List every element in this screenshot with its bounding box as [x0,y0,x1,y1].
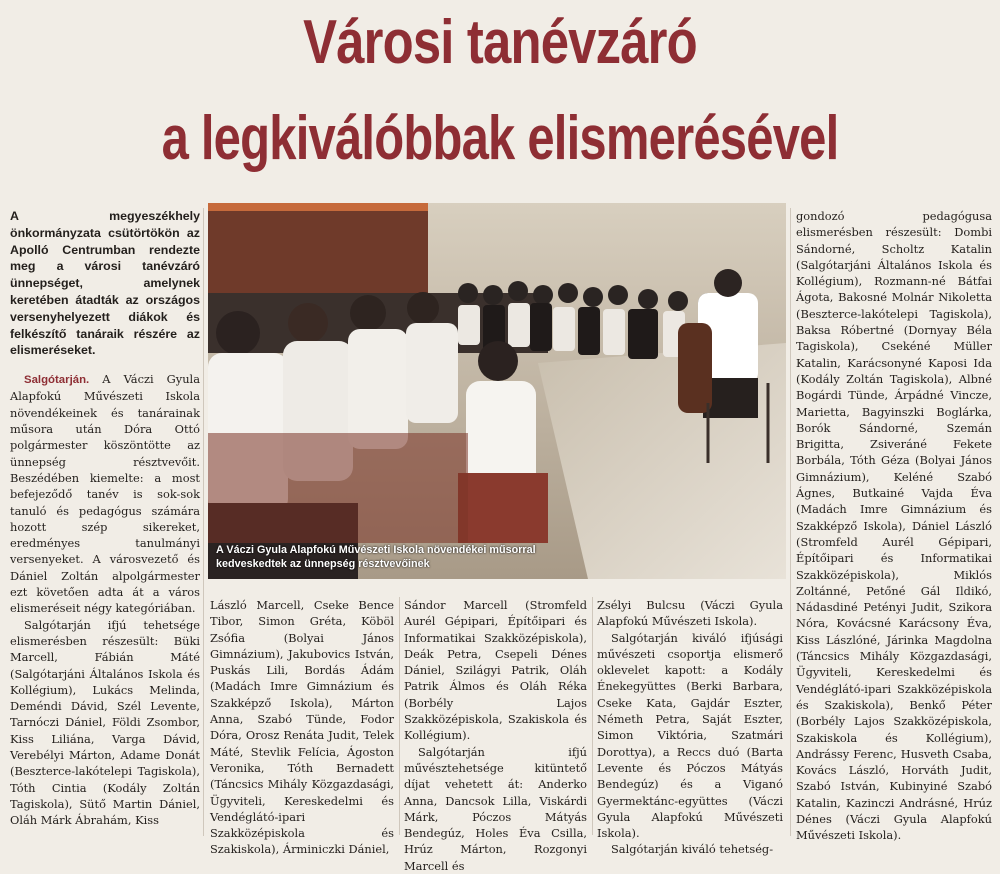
article-column-1 [10,208,200,838]
headline-line-2: a legkiválóbbak elismerésével [161,104,839,173]
photo-illustration [208,203,786,579]
photo-caption: A Váczi Gyula Alapfokú Művészeti Iskola növendékei műsorral kedveskedtek az ünnepség résztvevőinek [216,544,536,570]
article-column-2 [210,597,394,857]
body-paragraph-9: gondozó pedagógusa elismerésben részesült: Dombi Sándorné, Scholtz Katalin (Salgótarjáni Általános Iskola és Kollégium), Rozmann-né Bátfai Ágota, Bakosné Molnár Nikoletta (Beszterce-lakótelepi Tagiskola), Baksa Róbertné (Dornyay Béla Tagiskola), Csekéné Müller Katalin, Karácsonyné Kaposi Ida (Kodály Zoltán Tagiskola), Albné Bogárdi Tünde, Árpádné Vincze, Marietta, Bagyinszki Boglárka, Borók Sándorné, Szemán Brigitta, Zsiveráné Fekete Borbála, Tóth Géza (Bolyai János Gimnázium), Keléné Szabó Ágnes, Butkainé Vajda Éva (Madách Imre Gimnázium és Szakképző Iskola), Dániel László (Stromfeld Aurél Gépipari, Építőipari és Informatikai Szakközépiskola), Miklós Zoltánné, Petőné Gál Ildikó, Nádasdiné Petényi Judit, Szikora Nóra, Kovácsné Karácsony Éva, Kiss Lászlóné, Járinka Magdolna (Táncsics Mihály Közgazdasági, Ügyviteli, Kereskedelmi és Vendéglátó-ipari Szakközépiskola és Szakiskola), Benkő Péter (Borbély Lajos Szakközépiskola, Szakiskola és Kollégium), Andrássy Ferenc, Husveth Csaba, Kovács László, Horváth Judit, Szabó István, Kubinyiné Szabó Katalin, Kazinczi Andrásné, Hrúz Dénes (Váczi Gyula Alapfokú Művészeti Iskola). [796,209,992,843]
body-paragraph-6: Zsélyi Bulcsu (Váczi Gyula Alapfokú Művészeti Iskola). [597,598,783,629]
event-photo [208,203,786,579]
column-rule [592,597,593,835]
column-rule [790,208,791,836]
dateline: Salgótarján. [24,374,90,387]
lead-paragraph: A megyeszékhely önkormányzata csütörtökön az Apolló Centrumban rendezte meg a városi tanévzáró ünnepséget, amelynek keretében átadták az országos versenyhelyezett diákok és felkészítő tanáraik részére az elismeréseket. [10,209,200,358]
body-text-1: A Váczi Gyula Alapfokú Művészeti Iskola növendékeinek és tanárainak műsora után Dóra Ottó polgármester köszöntötte az ünnepség résztvevőit. Beszédében kiemelte: a most befejeződő tanév is sok-sok tanuló és pedagógus számára hozott szép sikereket, eredményes tanulmányi versenyeket. A városvezető és Dániel Zoltán alpolgármester ezt követően adta át a város elismeréseit négy kategóriában. [10,372,200,616]
column-rule [399,597,400,835]
article-column-3 [404,597,587,873]
body-paragraph-4: Sándor Marcell (Stromfeld Aurél Gépipari, Építőipari és Informatikai Szakközépiskola), Deák Petra, Csepeli Dénes Dániel, Szilágyi Patrik, Oláh Patrik Álmos és Oláh Réka (Borbély Lajos Szakközépiskola, Szakiskola és Kollégium). [404,598,587,743]
body-paragraph-8: Salgótarján kiváló tehetség- [611,842,774,857]
column-rule [203,208,204,836]
article-column-4 [597,597,783,857]
article-column-5 [796,208,992,843]
body-paragraph-7: Salgótarján kiváló ifjúsági művészeti csoportja elismerő oklevelet kapott: a Kodály Énekegyüttes (Berki Barbara, Cseke Kata, Gajdár Eszter, Németh Petra, Saját Eszter, Simon Viktória, Szatmári Dorottya), a Reccs duó (Barta Levente és Póczos Mátyás Bendegúz) és a Viganó Gyermektánc-együttes (Váczi Gyula Alapfokú Művészeti Iskola). [597,630,783,841]
body-paragraph-1 [10,371,200,616]
headline-line-1: Városi tanévzáró [303,8,697,77]
body-paragraph-3: László Marcell, Cseke Bence Tibor, Simon Gréta, Köböl Zsófia (Bolyai János Gimnázium), Jakubovics István, Puskás Lili, Bordás Ádám (Madách Imre Gimnázium és Szakképző Iskola), Márton Anna, Szabó Tünde, Fodor Dóra, Orosz Renáta Judit, Telek Máté, Stevlik Felícia, Ágoston Veronika, Tóth Bernadett (Táncsics Mihály Közgazdasági, Ügyviteli, Kereskedelmi és Vendéglátó-ipari Szakközépiskola és Szakiskola), Árminiczki Dániel, [210,598,394,857]
body-paragraph-5: Salgótarján ifjú művésztehetsége kitüntető díjat vehetett át: Anderko Anna, Dancsok Lilla, Viskárdi Márk, Póczos Mátyás Bendegúz, Holes Éva Csilla, Hrúz Márton, Rozgonyi Marcell és [404,744,587,873]
body-paragraph-2: Salgótarján ifjú tehetsége elismerésben részesült: Büki Marcell, Fábián Máté (Salgótarjáni Általános Iskola és Kollégium), Lukács Melinda, Deméndi Dávid, Szél Levente, Tarnóczi Dániel, Földi Zsombor, Kiss Liliána, Varga Dávid, Verebélyi Márton, Adame Donát (Beszterce-lakótelepi Tagiskola), Tóth Cintia (Kodály Zoltán Tagiskola), Sütő Martin Dániel, Oláh Márk Ábrahám, Kiss [10,617,200,828]
